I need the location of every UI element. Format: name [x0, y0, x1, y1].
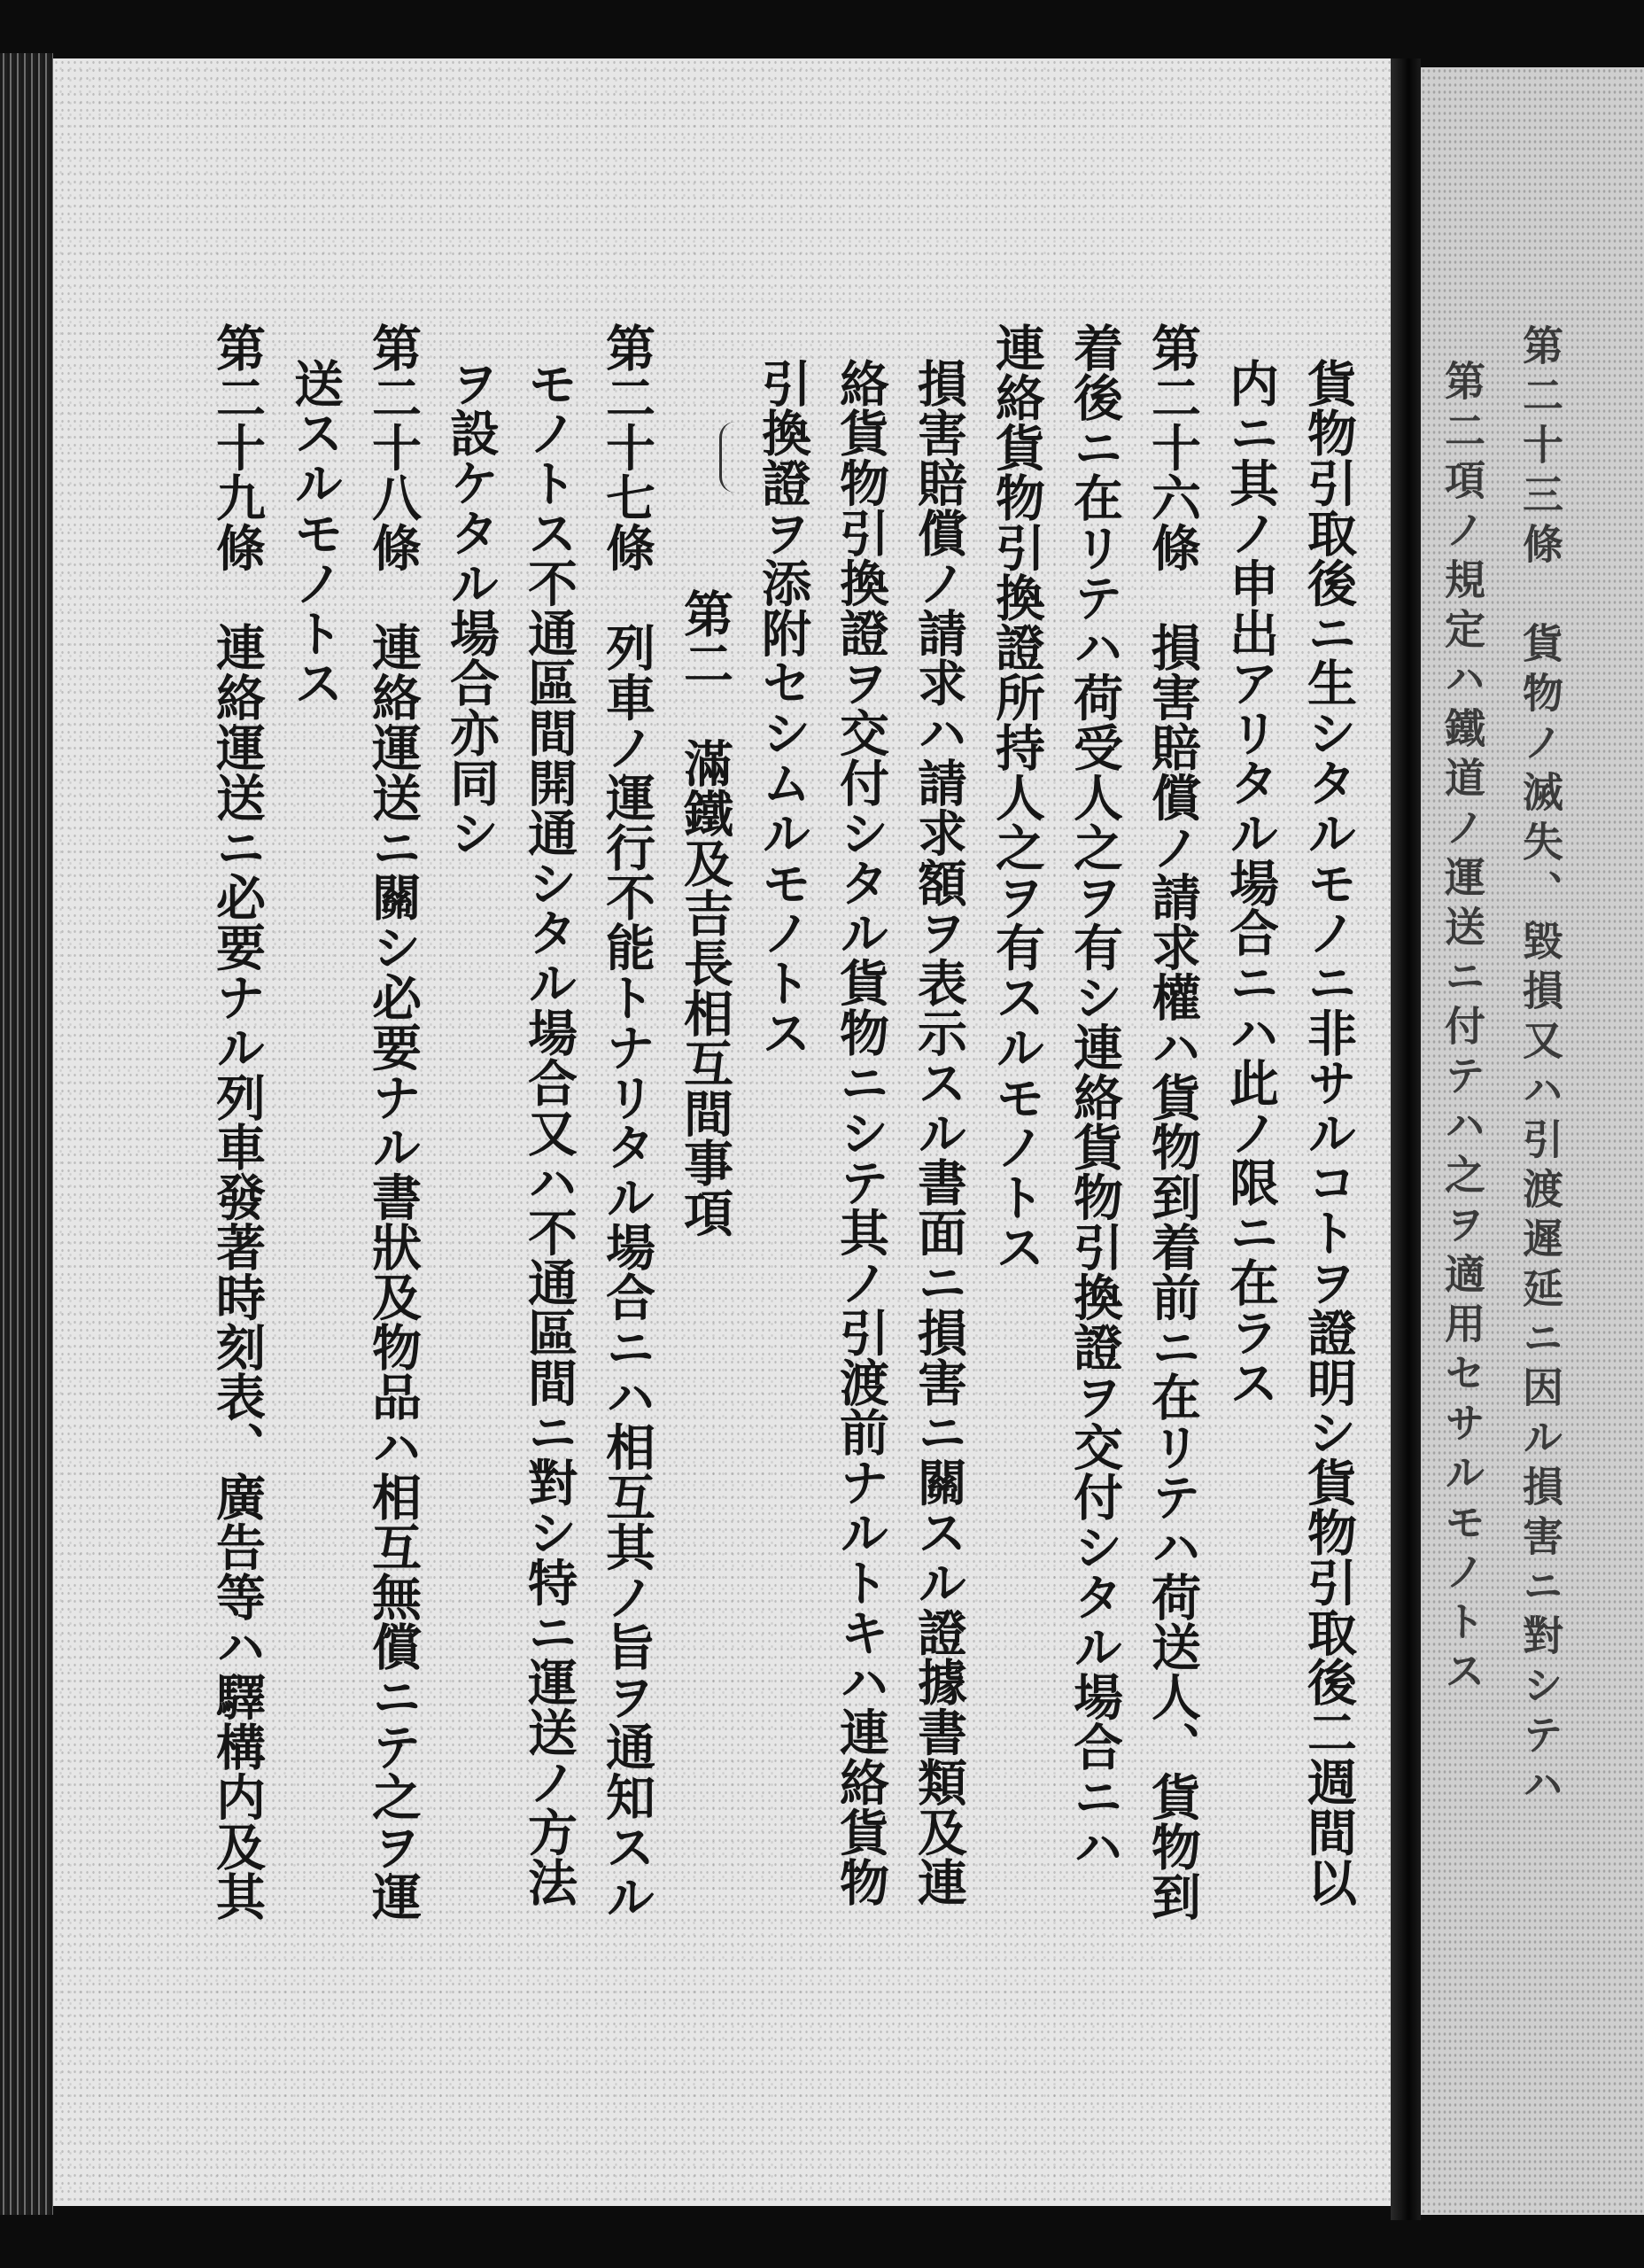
section-heading: 第二 滿鐵及吉長相互間事項 — [676, 588, 734, 1239]
text-column: 損害賠償ノ請求ハ請求額ヲ表示スル書面ニ損害ニ關スル證據書類及連 — [910, 358, 968, 1907]
bracket-mark — [719, 422, 736, 493]
article-29-heading-line: 第二十九條 連絡運送ニ必要ナル列車發著時刻表、廣告等ハ驛構内及其 — [208, 322, 267, 1922]
right-page — [1421, 67, 1644, 2215]
text-column: 絡貨物引換證ヲ交付シタル貨物ニシテ其ノ引渡前ナルトキハ連絡貨物 — [832, 358, 890, 1907]
text-column: 送スルモノトス — [286, 358, 345, 708]
text-column: 貨物引取後ニ生シタルモノニ非サルコトヲ證明シ貨物引取後二週間以 — [1299, 358, 1358, 1907]
article-28-heading-line: 第二十八條 連絡運送ニ關シ必要ナル書狀及物品ハ相互無償ニテ之ヲ運 — [364, 322, 423, 1922]
text-column: 内ニ其ノ申出アリタル場合ニハ此ノ限ニ在ラス — [1221, 358, 1280, 1408]
text-column: 連絡貨物引換證所持人之ヲ有スルモノトス — [988, 322, 1046, 1272]
text-column: 引換證ヲ添附セシムルモノトス — [754, 358, 812, 1058]
left-page — [53, 58, 1391, 2206]
article-26-heading-line: 第二十六條 損害賠償ノ請求權ハ貨物到着前ニ在リテハ荷送人、貨物到 — [1144, 322, 1202, 1922]
text-column: モノトス不通區間開通シタル場合又ハ不通區間ニ對シ特ニ運送ノ方法 — [520, 358, 578, 1907]
text-column: 第二十三條 貨物ノ滅失、毀損又ハ引渡遲延ニ因ル損害ニ對シテハ — [1516, 324, 1564, 1813]
text-column: 第二項ノ規定ハ鐵道ノ運送ニ付テハ之ヲ適用セサルモノトス — [1438, 360, 1486, 1699]
article-27-heading-line: 第二十七條 列車ノ運行不能トナリタル場合ニハ相互其ノ旨ヲ通知スル — [598, 322, 656, 1922]
text-column: 着後ニ在リテハ荷受人之ヲ有シ連絡貨物引換證ヲ交付シタル場合ニハ — [1066, 322, 1124, 1872]
book-page-edge — [0, 53, 53, 2215]
book-gutter — [1391, 58, 1421, 2220]
text-column: ヲ設ケタル場合亦同シ — [442, 358, 500, 858]
